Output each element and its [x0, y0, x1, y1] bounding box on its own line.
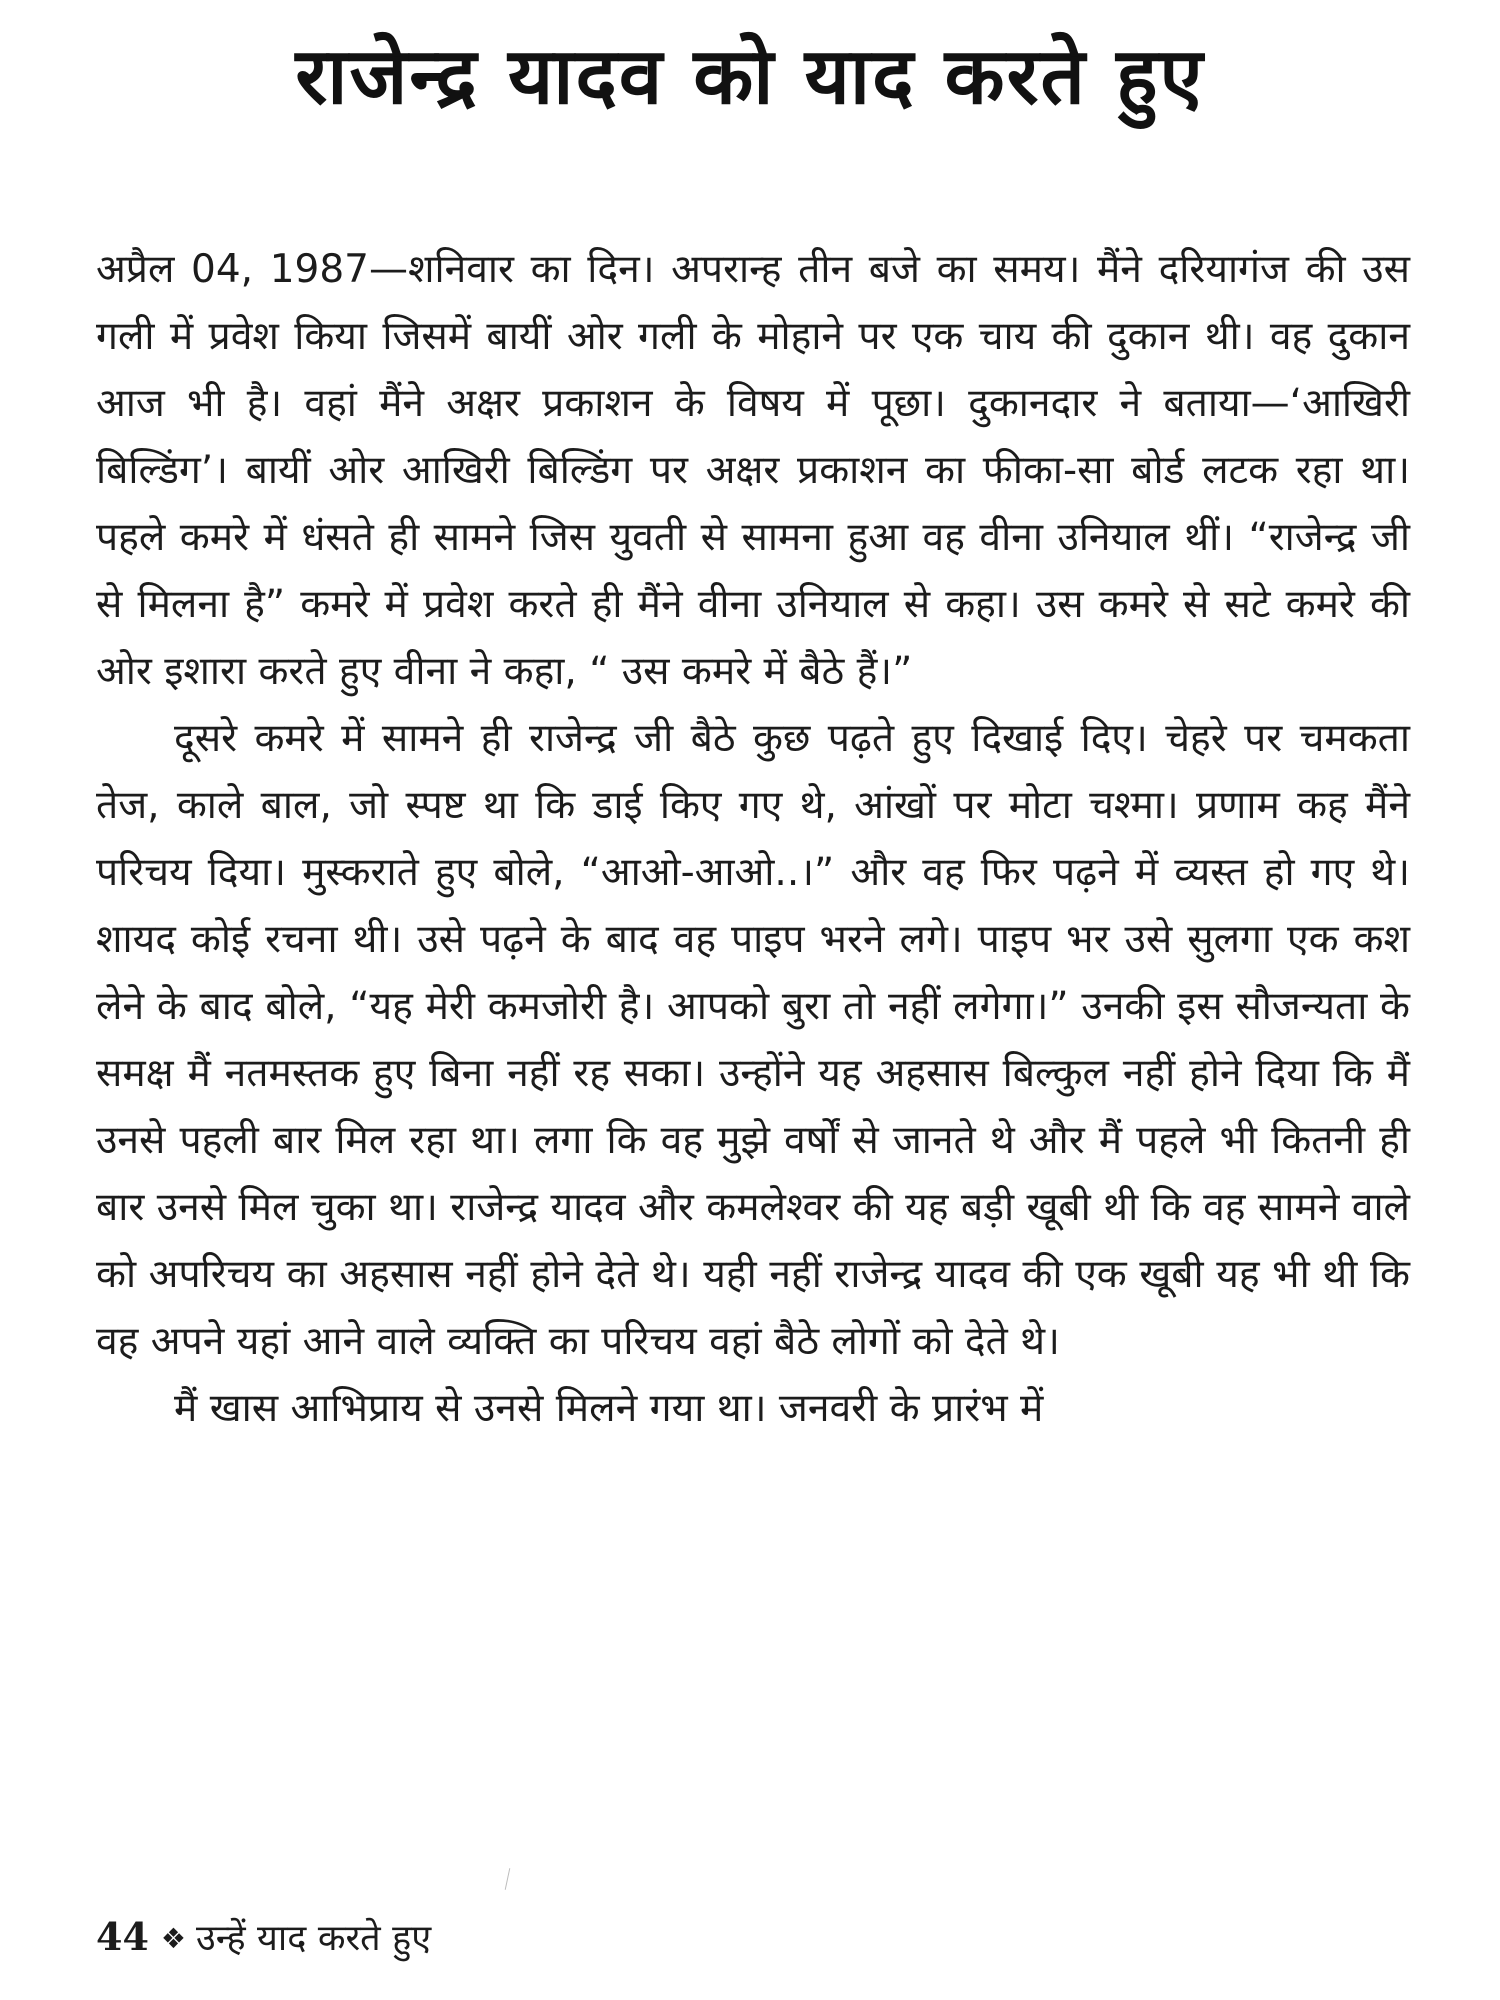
- paragraph-1: अप्रैल 04, 1987—शनिवार का दिन। अपरान्ह तीन बजे का समय। मैंने दरियागंज की उस गली में प्रवेश किया जिसमें बायीं ओर गली के मोहाने पर एक चाय की दुकान थी। वह दुकान आज भी है। वहां मैंने अक्षर प्रकाशन के विषय में पूछा। दुकानदार ने बताया—‘आखिरी बिल्डिंग’। बायीं ओर आखिरी बिल्डिंग पर अक्षर प्रकाशन का फीका-सा बोर्ड लटक रहा था। पहले कमरे में धंसते ही सामने जिस युवती से सामना हुआ वह वीना उनियाल थीं। “राजेन्द्र जी से मिलना है” कमरे में प्रवेश करते ही मैंने वीना उनियाल से कहा। उस कमरे से सटे कमरे की ओर इशारा करते हुए वीना ने कहा, “ उस कमरे में बैठे हैं।”: [96, 247, 1410, 694]
- chapter-body: [96, 236, 1410, 1442]
- page-footer: [96, 1912, 431, 1964]
- page-number: 44: [96, 1914, 149, 1959]
- scan-mark: [505, 1868, 511, 1890]
- chapter-title: राजेन्द्र यादव को याद करते हुए: [295, 32, 1205, 122]
- ornament-icon: ❖: [160, 1922, 186, 1955]
- running-title: उन्हें याद करते हुए: [196, 1918, 432, 1959]
- paragraph-3: मैं खास आभिप्राय से उनसे मिलने गया था। जनवरी के प्रारंभ में: [174, 1386, 1044, 1431]
- paragraph-2: दूसरे कमरे में सामने ही राजेन्द्र जी बैठे कुछ पढ़ते हुए दिखाई दिए। चेहरे पर चमकता तेज, काले बाल, जो स्पष्ट था कि डाई किए गए थे, आंखों पर मोटा चश्मा। प्रणाम कह मैंने परिचय दिया। मुस्कराते हुए बोले, “आओ-आओ..।” और वह फिर पढ़ने में व्यस्त हो गए थे। शायद कोई रचना थी। उसे पढ़ने के बाद वह पाइप भरने लगे। पाइप भर उसे सुलगा एक कश लेने के बाद बोले, “यह मेरी कमजोरी है। आपको बुरा तो नहीं लगेगा।” उनकी इस सौजन्यता के समक्ष मैं नतमस्तक हुए बिना नहीं रह सका। उन्होंने यह अहसास बिल्कुल नहीं होने दिया कि मैं उनसे पहली बार मिल रहा था। लगा कि वह मुझे वर्षों से जानते थे और मैं पहले भी कितनी ही बार उनसे मिल चुका था। राजेन्द्र यादव और कमलेश्वर की यह बड़ी खूबी थी कि वह सामने वाले को अपरिचय का अहसास नहीं होने देते थे। यही नहीं राजेन्द्र यादव की एक खूबी यह भी थी कि वह अपने यहां आने वाले व्यक्ति का परिचय वहां बैठे लोगों को देते थे।: [96, 716, 1410, 1364]
